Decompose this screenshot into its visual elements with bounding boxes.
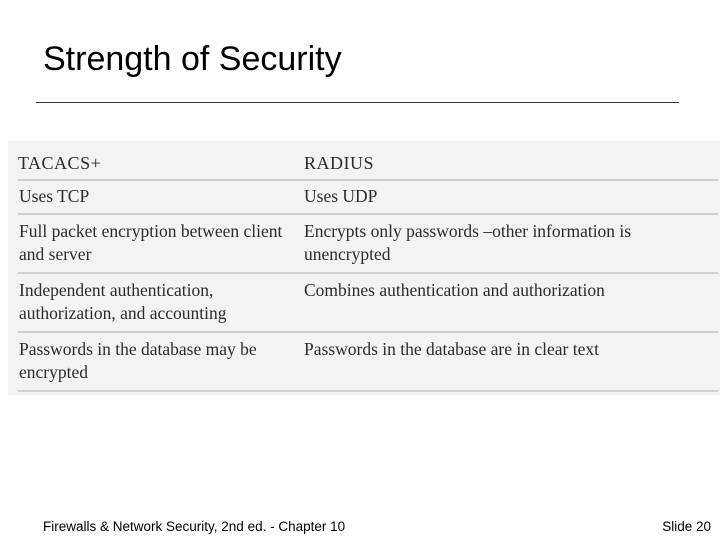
- radius-cell: Combines authentication and authorization: [302, 273, 718, 332]
- tacacs-cell: Full packet encryption between client and server: [18, 214, 302, 273]
- comparison-table: [18, 151, 718, 392]
- title-divider: [36, 102, 679, 103]
- table-row: [18, 180, 718, 214]
- slide-title: Strength of Security: [43, 40, 342, 78]
- header-tacacs: [18, 151, 302, 180]
- footer-course-label: Firewalls & Network Security, 2nd ed. - Chapter 10: [43, 519, 346, 534]
- radius-cell: Uses UDP: [302, 180, 718, 214]
- header-radius: [302, 151, 718, 180]
- table-row: [18, 214, 718, 273]
- table-row: [18, 332, 718, 391]
- radius-cell: Encrypts only passwords –other information is unencrypted: [302, 214, 718, 273]
- tacacs-cell: Passwords in the database may be encrypted: [18, 332, 302, 391]
- tacacs-cell: Uses TCP: [18, 180, 302, 214]
- comparison-table-figure: [8, 141, 720, 395]
- footer-slide-number: Slide 20: [662, 519, 711, 534]
- table-header-row: [18, 151, 718, 180]
- header-tacacs-label: TACACS+: [18, 153, 102, 173]
- radius-cell: Passwords in the database are in clear text: [302, 332, 718, 391]
- table-row: [18, 273, 718, 332]
- header-radius-label: RADIUS: [304, 153, 375, 173]
- tacacs-cell: Independent authentication, authorization, and accounting: [18, 273, 302, 332]
